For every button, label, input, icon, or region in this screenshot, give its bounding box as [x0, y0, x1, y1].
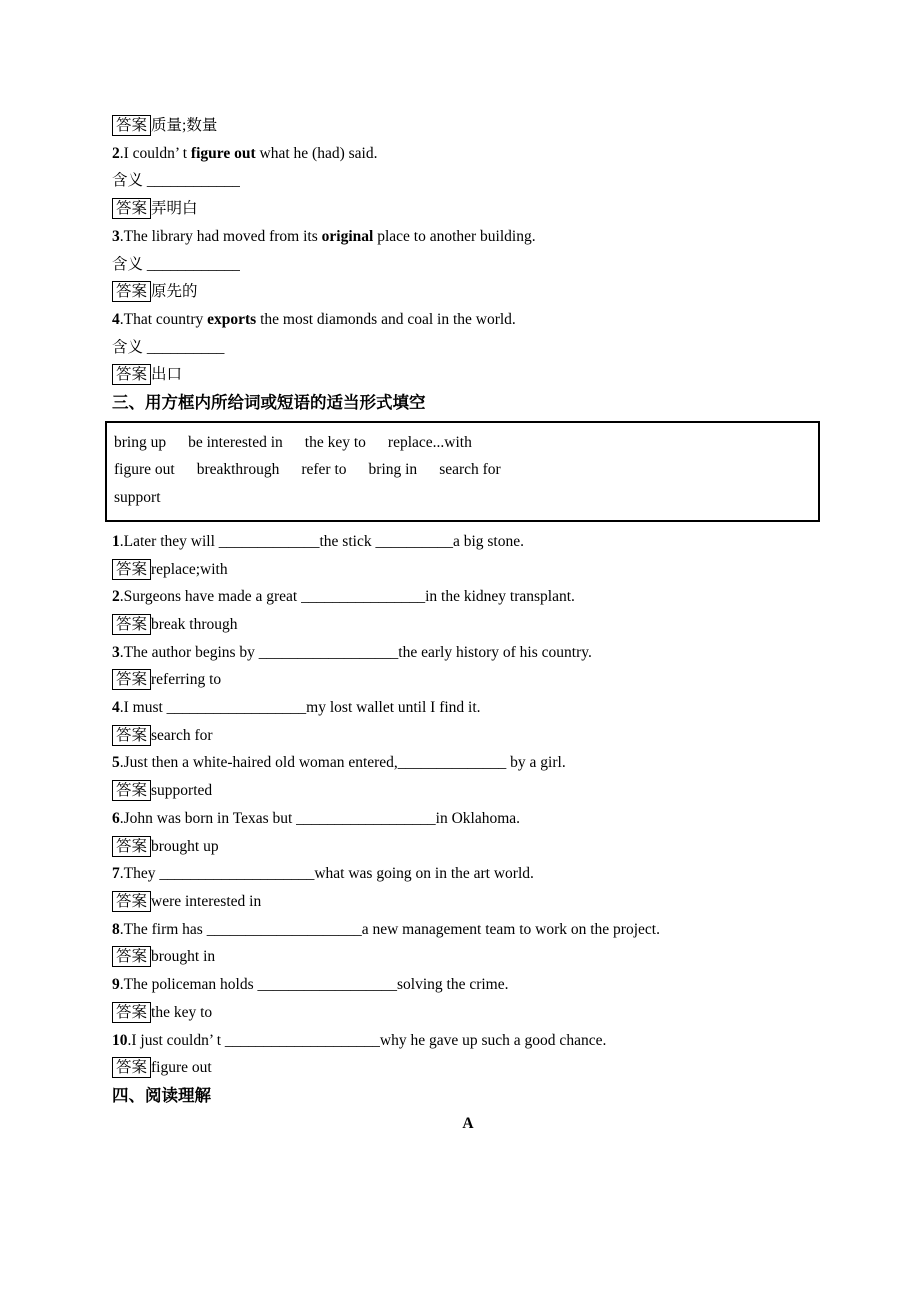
exercise-sentence: [112, 916, 824, 944]
sentence-bold-text: 5: [112, 754, 120, 772]
word-bank-phrase: replace...with: [387, 433, 472, 451]
sentence-text: .The policeman holds __________________solving the crime.: [119, 976, 509, 994]
answer-text: referring to: [151, 671, 222, 689]
section-heading: 四、阅读理解: [112, 1085, 211, 1105]
answer-line: [112, 943, 824, 971]
answer-label: 答案: [112, 780, 151, 801]
exercise-sentence: [112, 971, 824, 999]
meaning-blank-line: 含义 ____________: [112, 172, 240, 190]
answer-line: [112, 195, 824, 223]
sentence-text: .They ____________________what was going on in the art world.: [119, 865, 534, 883]
answer-label: 答案: [112, 669, 151, 690]
answer-label: 答案: [112, 891, 151, 912]
exercise-sentence: [112, 583, 824, 611]
exercise-sentence: [112, 306, 824, 334]
answer-line: [112, 1054, 824, 1082]
sentence-bold-text: 1: [112, 532, 120, 550]
answer-text: 出口: [151, 366, 183, 384]
sentence-text: .The firm has ____________________a new management team to work on the project.: [119, 920, 660, 938]
sentence-bold-text: 3: [112, 227, 120, 245]
answer-text: 质量;数量: [151, 117, 218, 134]
answer-label: 答案: [112, 198, 151, 219]
sentence-text: .I must __________________my lost wallet until I find it.: [119, 699, 481, 717]
answer-line: [112, 777, 824, 805]
exercise-sentence: [112, 805, 824, 833]
answer-text: break through: [151, 615, 238, 633]
sentence-bold-text: 3: [112, 643, 120, 661]
meaning-blank-line: 含义 ____________: [112, 255, 240, 273]
answer-line: [112, 112, 824, 140]
answer-line: [112, 611, 824, 639]
answer-label: 答案: [112, 559, 151, 580]
answer-text: the key to: [151, 1003, 213, 1021]
exercise-sentence: [112, 140, 824, 168]
meaning-blank-line: 含义 __________: [112, 338, 225, 356]
answer-text: 原先的: [151, 283, 198, 301]
word-bank-phrase: be interested in: [188, 433, 283, 451]
sentence-text: place to another building.: [373, 227, 536, 245]
answer-line: [112, 888, 824, 916]
word-bank-phrase: breakthrough: [196, 461, 280, 479]
exercise-sentence: [112, 694, 824, 722]
answer-line: [112, 556, 824, 584]
sentence-bold-text: 2: [112, 144, 120, 162]
answer-line: [112, 666, 824, 694]
answer-text: 弄明白: [151, 200, 198, 218]
word-bank-phrase: the key to: [304, 433, 366, 451]
passage-label: A: [462, 1114, 474, 1132]
answer-text: figure out: [151, 1059, 212, 1077]
sentence-text: what he (had) said.: [255, 144, 378, 162]
answer-text: replace;with: [151, 560, 228, 578]
exercise-sentence: [112, 223, 824, 251]
answer-label: 答案: [112, 946, 151, 967]
sentence-bold-text: 7: [112, 865, 120, 883]
sentence-bold-text: 8: [112, 920, 120, 938]
word-bank-phrase: bring in: [368, 461, 418, 479]
answer-label: 答案: [112, 281, 151, 302]
word-bank-phrase: bring up: [114, 433, 167, 451]
word-bank-phrase: figure out: [114, 461, 175, 479]
sentence-bold-text: exports: [207, 310, 257, 328]
answer-line: [112, 999, 824, 1027]
sentence-text: .I just couldn’ t ____________________why he gave up such a good chance.: [127, 1031, 607, 1049]
exercise-sentence: [112, 749, 824, 777]
sentence-text: .The author begins by __________________the early history of his country.: [119, 643, 592, 661]
answer-label: 答案: [112, 364, 151, 385]
answer-line: [112, 278, 824, 306]
sentence-text: .John was born in Texas but __________________in Oklahoma.: [119, 809, 521, 827]
sentence-bold-text: 4: [112, 699, 120, 717]
word-bank-row: [114, 429, 808, 457]
sentence-text: .The library had moved from its: [119, 227, 322, 245]
answer-text: brought in: [151, 948, 216, 966]
sentence-bold-text: 4: [112, 310, 120, 328]
sentence-bold-text: original: [321, 227, 374, 245]
answer-text: were interested in: [151, 892, 262, 910]
sentence-text: .I couldn’ t: [119, 144, 191, 162]
sentence-bold-text: figure out: [190, 144, 256, 162]
answer-label: 答案: [112, 836, 151, 857]
answer-line: [112, 833, 824, 861]
answer-label: 答案: [112, 115, 151, 136]
sentence-text: .Just then a white-haired old woman entered,______________ by a girl.: [119, 754, 566, 772]
sentence-bold-text: 9: [112, 976, 120, 994]
answer-text: supported: [151, 782, 213, 800]
word-bank-box: [105, 421, 820, 522]
section-heading: 三、用方框内所给词或短语的适当形式填空: [112, 393, 426, 413]
exercise-sentence: [112, 528, 824, 556]
answer-line: [112, 722, 824, 750]
word-bank-phrase: search for: [439, 461, 501, 479]
answer-text: search for: [151, 726, 213, 744]
sentence-bold-text: 6: [112, 809, 120, 827]
exercise-sentence: [112, 639, 824, 667]
answer-label: 答案: [112, 1002, 151, 1023]
word-bank-row: [114, 484, 808, 512]
answer-label: 答案: [112, 725, 151, 746]
answer-label: 答案: [112, 614, 151, 635]
sentence-text: .Surgeons have made a great ________________in the kidney transplant.: [119, 588, 575, 606]
sentence-text: .That country: [119, 310, 208, 328]
word-bank-row: [114, 456, 808, 484]
sentence-bold-text: 2: [112, 588, 120, 606]
answer-label: 答案: [112, 1057, 151, 1078]
answer-text: brought up: [151, 837, 219, 855]
exercise-sentence: [112, 860, 824, 888]
sentence-text: the most diamonds and coal in the world.: [256, 310, 516, 328]
exercise-sentence: [112, 1027, 824, 1055]
sentence-bold-text: 10: [112, 1031, 128, 1049]
word-bank-phrase: support: [114, 489, 161, 507]
sentence-text: .Later they will _____________the stick __________a big stone.: [119, 532, 524, 550]
word-bank-phrase: refer to: [301, 461, 347, 479]
answer-line: [112, 361, 824, 389]
